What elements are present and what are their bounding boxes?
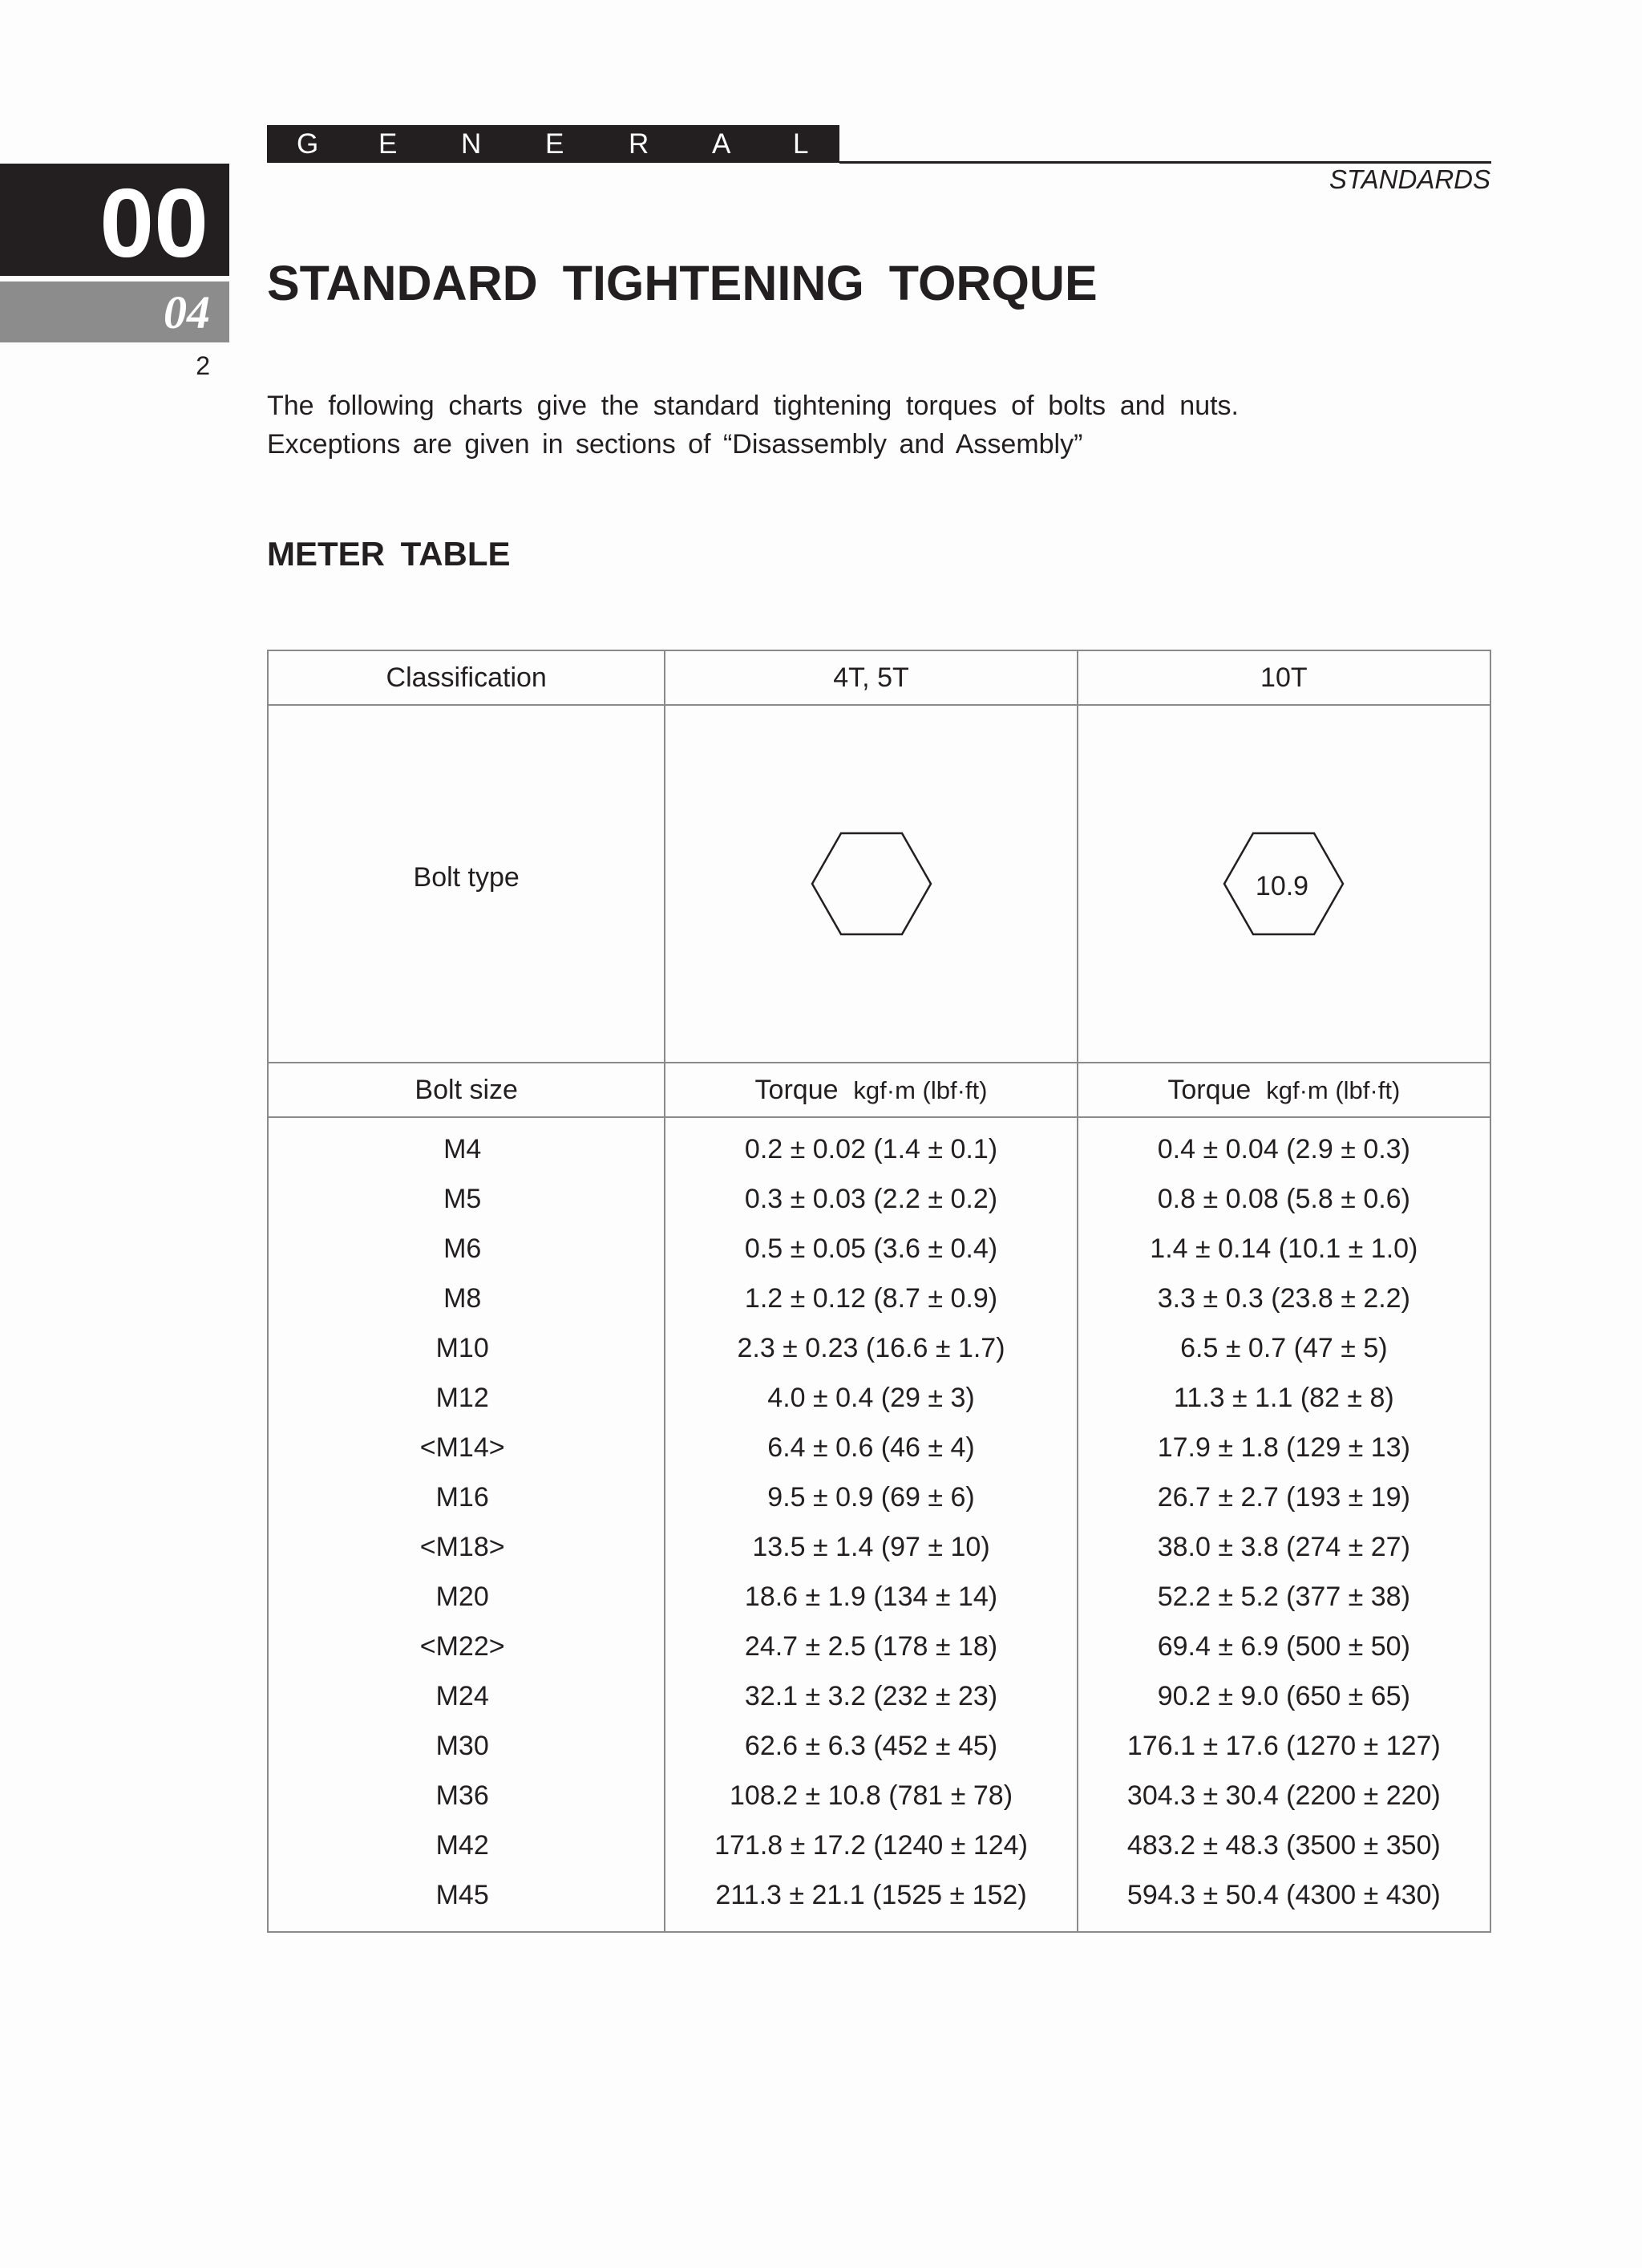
table-row xyxy=(268,1671,1490,1721)
torque-4t-5t-cell: 0.3 ± 0.03 (2.2 ± 0.2) xyxy=(665,1174,1077,1224)
torque-table xyxy=(267,650,1491,1933)
table-row xyxy=(268,1721,1490,1771)
table-row xyxy=(268,1771,1490,1820)
intro-line: The following charts give the standard tightening torques of bolts and nuts. xyxy=(267,391,1239,421)
torque-10t-cell: 483.2 ± 48.3 (3500 ± 350) xyxy=(1078,1820,1490,1870)
torque-4t-5t-cell: 32.1 ± 3.2 (232 ± 23) xyxy=(665,1671,1077,1721)
header-classification: Classification xyxy=(268,650,665,705)
band-letter: E xyxy=(545,128,564,160)
torque-10t-cell: 3.3 ± 0.3 (23.8 ± 2.2) xyxy=(1078,1274,1490,1323)
hexagon-bolt-10-9-icon xyxy=(1223,831,1345,937)
torque-10t-cell: 1.4 ± 0.14 (10.1 ± 1.0) xyxy=(1078,1224,1490,1274)
section-band xyxy=(267,125,839,163)
bolt-size-label: Bolt size xyxy=(268,1063,665,1117)
torque-unit: kgf·m (lbf·ft) xyxy=(853,1075,988,1104)
bolt-size-cell: M5 xyxy=(268,1174,665,1224)
bolt-size-cell: M6 xyxy=(268,1224,665,1274)
torque-4t-5t-cell: 1.2 ± 0.12 (8.7 ± 0.9) xyxy=(665,1274,1077,1323)
header-4t-5t: 4T, 5T xyxy=(665,650,1077,705)
hexagon-bolt-icon xyxy=(811,831,932,937)
torque-4t-5t-cell: 24.7 ± 2.5 (178 ± 18) xyxy=(665,1622,1077,1671)
torque-4t-5t-cell: 13.5 ± 1.4 (97 ± 10) xyxy=(665,1522,1077,1572)
chapter-sub-tab xyxy=(0,281,229,342)
header-rule xyxy=(839,161,1491,164)
bolt-size-cell: <M14> xyxy=(268,1423,665,1472)
bolt-type-row xyxy=(268,705,1490,1063)
bolt-size-cell: M4 xyxy=(268,1117,665,1174)
bolt-size-cell: M16 xyxy=(268,1472,665,1522)
units-row xyxy=(268,1063,1490,1117)
torque-10t-cell: 594.3 ± 50.4 (4300 ± 430) xyxy=(1078,1870,1490,1932)
table-row xyxy=(268,1622,1490,1671)
torque-4t-5t-cell: 0.5 ± 0.05 (3.6 ± 0.4) xyxy=(665,1224,1077,1274)
section-heading: METER TABLE xyxy=(267,535,511,573)
bolt-size-cell: <M22> xyxy=(268,1622,665,1671)
torque-4t-5t-cell: 9.5 ± 0.9 (69 ± 6) xyxy=(665,1472,1077,1522)
torque-10t-cell: 0.4 ± 0.04 (2.9 ± 0.3) xyxy=(1078,1117,1490,1174)
page-number: 2 xyxy=(196,351,210,380)
bolt-size-cell: M12 xyxy=(268,1373,665,1423)
torque-4t-5t-cell: 108.2 ± 10.8 (781 ± 78) xyxy=(665,1771,1077,1820)
bolt-size-cell: M42 xyxy=(268,1820,665,1870)
torque-label: Torque xyxy=(754,1074,839,1105)
bolt-size-cell: M8 xyxy=(268,1274,665,1323)
torque-10t-cell: 26.7 ± 2.7 (193 ± 19) xyxy=(1078,1472,1490,1522)
table-row xyxy=(268,1472,1490,1522)
torque-10t-cell: 52.2 ± 5.2 (377 ± 38) xyxy=(1078,1572,1490,1622)
torque-4t-5t-cell: 18.6 ± 1.9 (134 ± 14) xyxy=(665,1572,1077,1622)
torque-4t-5t-cell: 0.2 ± 0.02 (1.4 ± 0.1) xyxy=(665,1117,1077,1174)
bolt-type-label: Bolt type xyxy=(268,705,665,1063)
bolt-4t5t-cell xyxy=(665,705,1077,1063)
torque-10t-cell: 90.2 ± 9.0 (650 ± 65) xyxy=(1078,1671,1490,1721)
table-header-row xyxy=(268,650,1490,705)
torque-4t-5t-cell: 171.8 ± 17.2 (1240 ± 124) xyxy=(665,1820,1077,1870)
intro-line: Exceptions are given in sections of “Disassembly and Assembly” xyxy=(267,429,1083,460)
header-10t: 10T xyxy=(1078,650,1490,705)
band-letter: N xyxy=(461,128,482,160)
torque-10t-cell: 304.3 ± 30.4 (2200 ± 220) xyxy=(1078,1771,1490,1820)
chapter-tab xyxy=(0,164,229,276)
table-row xyxy=(268,1373,1490,1423)
torque-4t-5t-cell: 211.3 ± 21.1 (1525 ± 152) xyxy=(665,1870,1077,1932)
bolt-10t-cell xyxy=(1078,705,1490,1063)
band-letter: E xyxy=(378,128,398,160)
torque-4t-5t-cell: 2.3 ± 0.23 (16.6 ± 1.7) xyxy=(665,1323,1077,1373)
torque-header-10t xyxy=(1078,1063,1490,1117)
torque-10t-cell: 17.9 ± 1.8 (129 ± 13) xyxy=(1078,1423,1490,1472)
section-label: STANDARDS xyxy=(1329,164,1490,194)
table-row xyxy=(268,1117,1490,1174)
bolt-size-cell: M30 xyxy=(268,1721,665,1771)
bolt-size-cell: M24 xyxy=(268,1671,665,1721)
torque-4t-5t-cell: 62.6 ± 6.3 (452 ± 45) xyxy=(665,1721,1077,1771)
torque-header-4t-5t xyxy=(665,1063,1077,1117)
table-row xyxy=(268,1820,1490,1870)
bolt-size-cell: M20 xyxy=(268,1572,665,1622)
torque-label: Torque xyxy=(1167,1074,1252,1105)
table-row xyxy=(268,1522,1490,1572)
chapter-number: 00 xyxy=(99,168,208,277)
torque-10t-cell: 6.5 ± 0.7 (47 ± 5) xyxy=(1078,1323,1490,1373)
torque-4t-5t-cell: 4.0 ± 0.4 (29 ± 3) xyxy=(665,1373,1077,1423)
torque-rows xyxy=(268,1117,1490,1932)
band-letter: A xyxy=(712,128,731,160)
table-row xyxy=(268,1174,1490,1224)
table-row xyxy=(268,1572,1490,1622)
torque-unit: kgf·m (lbf·ft) xyxy=(1266,1075,1401,1104)
intro-paragraph xyxy=(267,387,1239,464)
table-row xyxy=(268,1323,1490,1373)
torque-10t-cell: 0.8 ± 0.08 (5.8 ± 0.6) xyxy=(1078,1174,1490,1224)
torque-10t-cell: 69.4 ± 6.9 (500 ± 50) xyxy=(1078,1622,1490,1671)
torque-10t-cell: 38.0 ± 3.8 (274 ± 27) xyxy=(1078,1522,1490,1572)
table-row xyxy=(268,1274,1490,1323)
band-letter: G xyxy=(297,128,319,160)
bolt-marking: 10.9 xyxy=(1256,871,1309,901)
page-title: STANDARD TIGHTENING TORQUE xyxy=(267,256,1098,310)
bolt-size-cell: <M18> xyxy=(268,1522,665,1572)
bolt-size-cell: M10 xyxy=(268,1323,665,1373)
band-letter: R xyxy=(629,128,649,160)
table-row xyxy=(268,1224,1490,1274)
table-row xyxy=(268,1870,1490,1932)
band-letter: L xyxy=(793,128,809,160)
bolt-size-cell: M45 xyxy=(268,1870,665,1932)
torque-10t-cell: 11.3 ± 1.1 (82 ± 8) xyxy=(1078,1373,1490,1423)
chapter-sub-number: 04 xyxy=(164,286,210,338)
torque-4t-5t-cell: 6.4 ± 0.6 (46 ± 4) xyxy=(665,1423,1077,1472)
bolt-size-cell: M36 xyxy=(268,1771,665,1820)
table-row xyxy=(268,1423,1490,1472)
torque-10t-cell: 176.1 ± 17.6 (1270 ± 127) xyxy=(1078,1721,1490,1771)
